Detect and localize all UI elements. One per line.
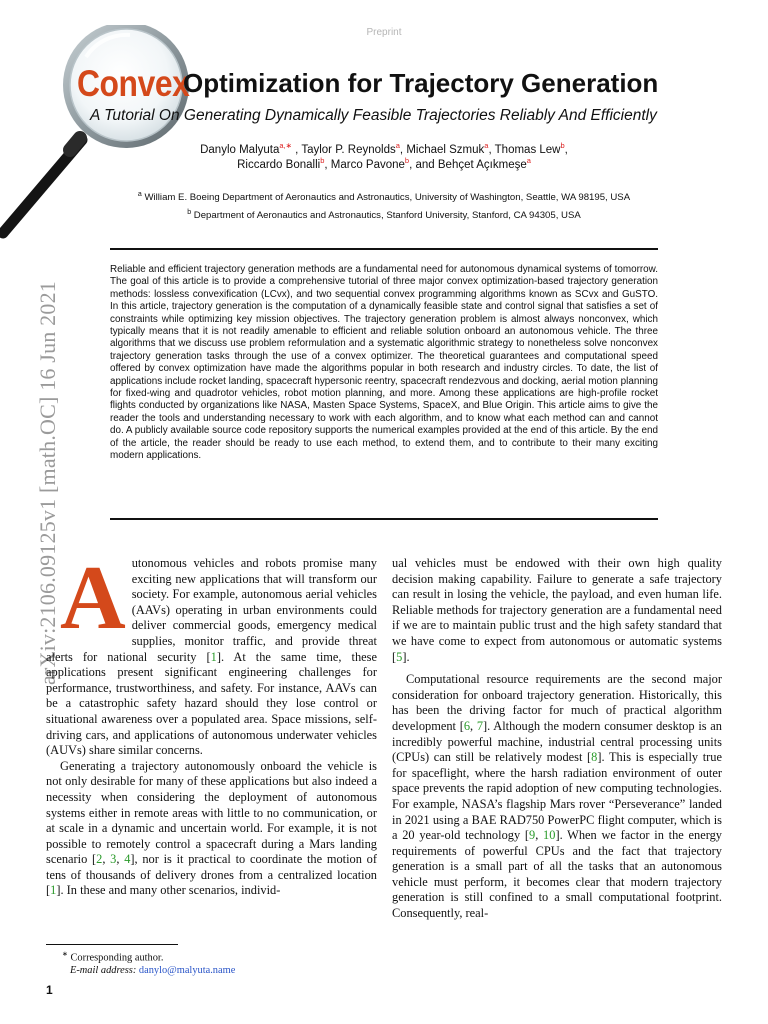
citation-link[interactable]: 3 [110, 852, 117, 867]
body-column-right [392, 556, 722, 922]
footnote: ∗ Corresponding author. E-mail address: danylo@malyuta.name [62, 950, 236, 977]
preprint-label: Preprint [366, 27, 402, 38]
citation-link[interactable]: 10 [543, 828, 556, 843]
drop-cap: A [60, 547, 126, 648]
paper-title: Optimization for Trajectory Generation [183, 68, 659, 98]
citation-link[interactable]: 1 [50, 883, 57, 898]
author-name: Riccardo Bonalli [237, 158, 321, 171]
paragraph: ual vehicles must be endowed with their own high quality decision making capability. Failure to generate a safe trajectory can result in losing the vehicle, the payload, and even human life. Reliable methods for trajectory generation are a fundamental need if we are to maintain public trust and the high safety standard that we have come to expect from autonomous or automatic systems [5]. [392, 556, 722, 664]
citation-link[interactable]: 5 [396, 649, 403, 664]
paragraph: Generating a trajectory autonomously onboard the vehicle is not only desirable for many of these applications but also indeed a necessity when considering the deployment of autonomous systems either in remote areas with little to no communication, or at scale in a dynamic and uncertain world. For example, it is not possible to remotely control a spacecraft during a Mars landing scenario [2, 3, 4], nor is it practical to coordinate the motion of tens of thousands of delivery drones from a centralized location [1]. In these and many other scenarios, individ- [46, 758, 377, 898]
arxiv-stamp: arXiv:2106.09125v1 [math.OC] 16 Jun 2021 [35, 281, 60, 685]
author-name: Marco Pavone [330, 158, 405, 171]
affiliation-b: $^b$ Department of Aeronautics and Astronautics, Stanford University, Stanford, CA 94305, USA [187, 209, 581, 222]
author-affil-mark: b [320, 156, 325, 165]
author-name: Behçet Açıkmeşe [437, 158, 527, 171]
author-name: Thomas Lew [494, 143, 561, 156]
citation-link[interactable]: 7 [476, 718, 484, 733]
author-name: Taylor P. Reynolds [301, 143, 396, 156]
author-name: Danylo Malyuta [200, 143, 280, 156]
author-affil-mark: a [484, 141, 489, 150]
author-affil-mark: a,∗ [279, 141, 292, 150]
page-number: 1 [46, 983, 53, 997]
author-affil-mark: b [560, 141, 565, 150]
authors-line-2: Riccardo Bonalli$^b$, Marco Pavone$^b$, and Behçet Açıkmeşe$^a$ [237, 156, 531, 171]
citation-link[interactable]: 8 [591, 750, 598, 765]
citation-link[interactable]: 1 [210, 649, 217, 664]
body-column-left [46, 547, 377, 899]
citation-link[interactable]: 6 [463, 718, 471, 733]
paragraph: Autonomous vehicles and robots promise many exciting new applications that will transform our society. For example, autonomous aerial vehicles (AAVs) operating in urban environments could deliver commercial goods, emergency medical supplies, monitor traffic, and provide threat alerts for national security [1]. At the same time, these applications present significant engineering challenges for performance, trustworthiness, and safety. For instance, AAVs can be a catastrophic safety hazard should they lose control or situational awareness over a populated area. Space missions, self-driving cars, and applications of autonomous underwater vehicles (AUVs) share similar concerns. [46, 547, 377, 758]
paragraph: Computational resource requirements are the second major consideration for onboard trajectory generation. Historically, this has been the driving factor for much of practical algorithm development [6, 7]. Although the modern consumer desktop is an incredibly powerful machine, industrial central processing units (CPUs) can still be relatively modest [8]. This is especially true for spaceflight, where the harsh radiation environment of outer space prevents the rapid adoption of new computing technologies. For example, NASA’s flagship Mars rover “Perseverance” landed in 2021 using a BAE RAD750 PowerPC flight computer, which is a 20 year-old technology [9, 10]. When we factor in the energy requirements of powerful CPUs and the fact that trajectory generation is a small part of all the tasks that an autonomous vehicle must perform, it becomes clear that modern trajectory generation is still confined to a small computational footprint. Consequently, real- [392, 672, 722, 921]
citation-link[interactable]: 9 [529, 828, 536, 843]
author-affil-mark: a [526, 156, 531, 165]
paper-subtitle: A Tutorial On Generating Dynamically Feasible Trajectories Reliably And Efficiently [90, 107, 657, 124]
footnote-rule [46, 944, 178, 945]
abstract: Reliable and efficient trajectory generation methods are a fundamental need for autonomous dynamical systems of tomorrow. The goal of this article is to provide a comprehensive tutorial of three major convex optimization-based trajectory generation methods: lossless convexification (LCvx), and two sequential convex programming algorithms known as SCvx and GuSTO. In this article, trajectory generation is the computation of a dynamically feasible state and control signal that satisfies a set of constraints while optimizing key mission objectives. The trajectory generation problem is almost always nonconvex, which typically means that it is not readily amenable to efficient and reliable solution onboard an autonomous vehicle. The three algorithms that we discuss use problem reformulation and a systematic algorithmic strategy to nonetheless solve nonconvex trajectory generation tasks through the use of a convex optimizer. The theoretical guarantees and computational speed offered by convex optimization have made the algorithms popular in both research and industry circles. To date, the list of applications include rocket landing, spacecraft hypersonic reentry, spacecraft rendezvous and docking, aerial motion planning for fixed-wing and quadrotor vehicles, robot motion planning, and more. Among these applications are high-profile rocket flights conducted by organizations like NASA, Masten Space Systems, SpaceX, and Blue Origin. This article aims to give the reader the tools and understanding necessary to work with each algorithm, and to know what each method can and cannot do. A publicly available source code repository supports the numerical examples provided at the end of this article. By the end of the article, the reader should be ready to use each method, to extend them, and to contribute to their many exciting modern applications. [110, 264, 658, 462]
citation-link[interactable]: 4 [124, 852, 131, 867]
email-link[interactable]: danylo@malyuta.name [138, 965, 236, 977]
magnifier-icon [0, 25, 200, 240]
authors-line-1: Danylo Malyuta$^{a,∗}$ , Taylor P. Reynolds$^a$, Michael Szmuk$^a$, Thomas Lew$^b$, [200, 141, 568, 156]
author-affil-mark: a [395, 141, 400, 150]
abstract-bottom-rule [110, 518, 658, 520]
affiliation-a: $^a$ William E. Boeing Department of Aeronautics and Astronautics, University of Washington, Seattle, WA 98195, USA [137, 191, 631, 204]
author-affil-mark: b [404, 156, 410, 165]
author-name: Michael Szmuk [406, 143, 485, 156]
citation-link[interactable]: 2 [96, 852, 103, 867]
title-logo-word: Convex [77, 63, 190, 104]
abstract-top-rule [110, 248, 658, 250]
footnote-mark: ∗ [62, 950, 68, 958]
